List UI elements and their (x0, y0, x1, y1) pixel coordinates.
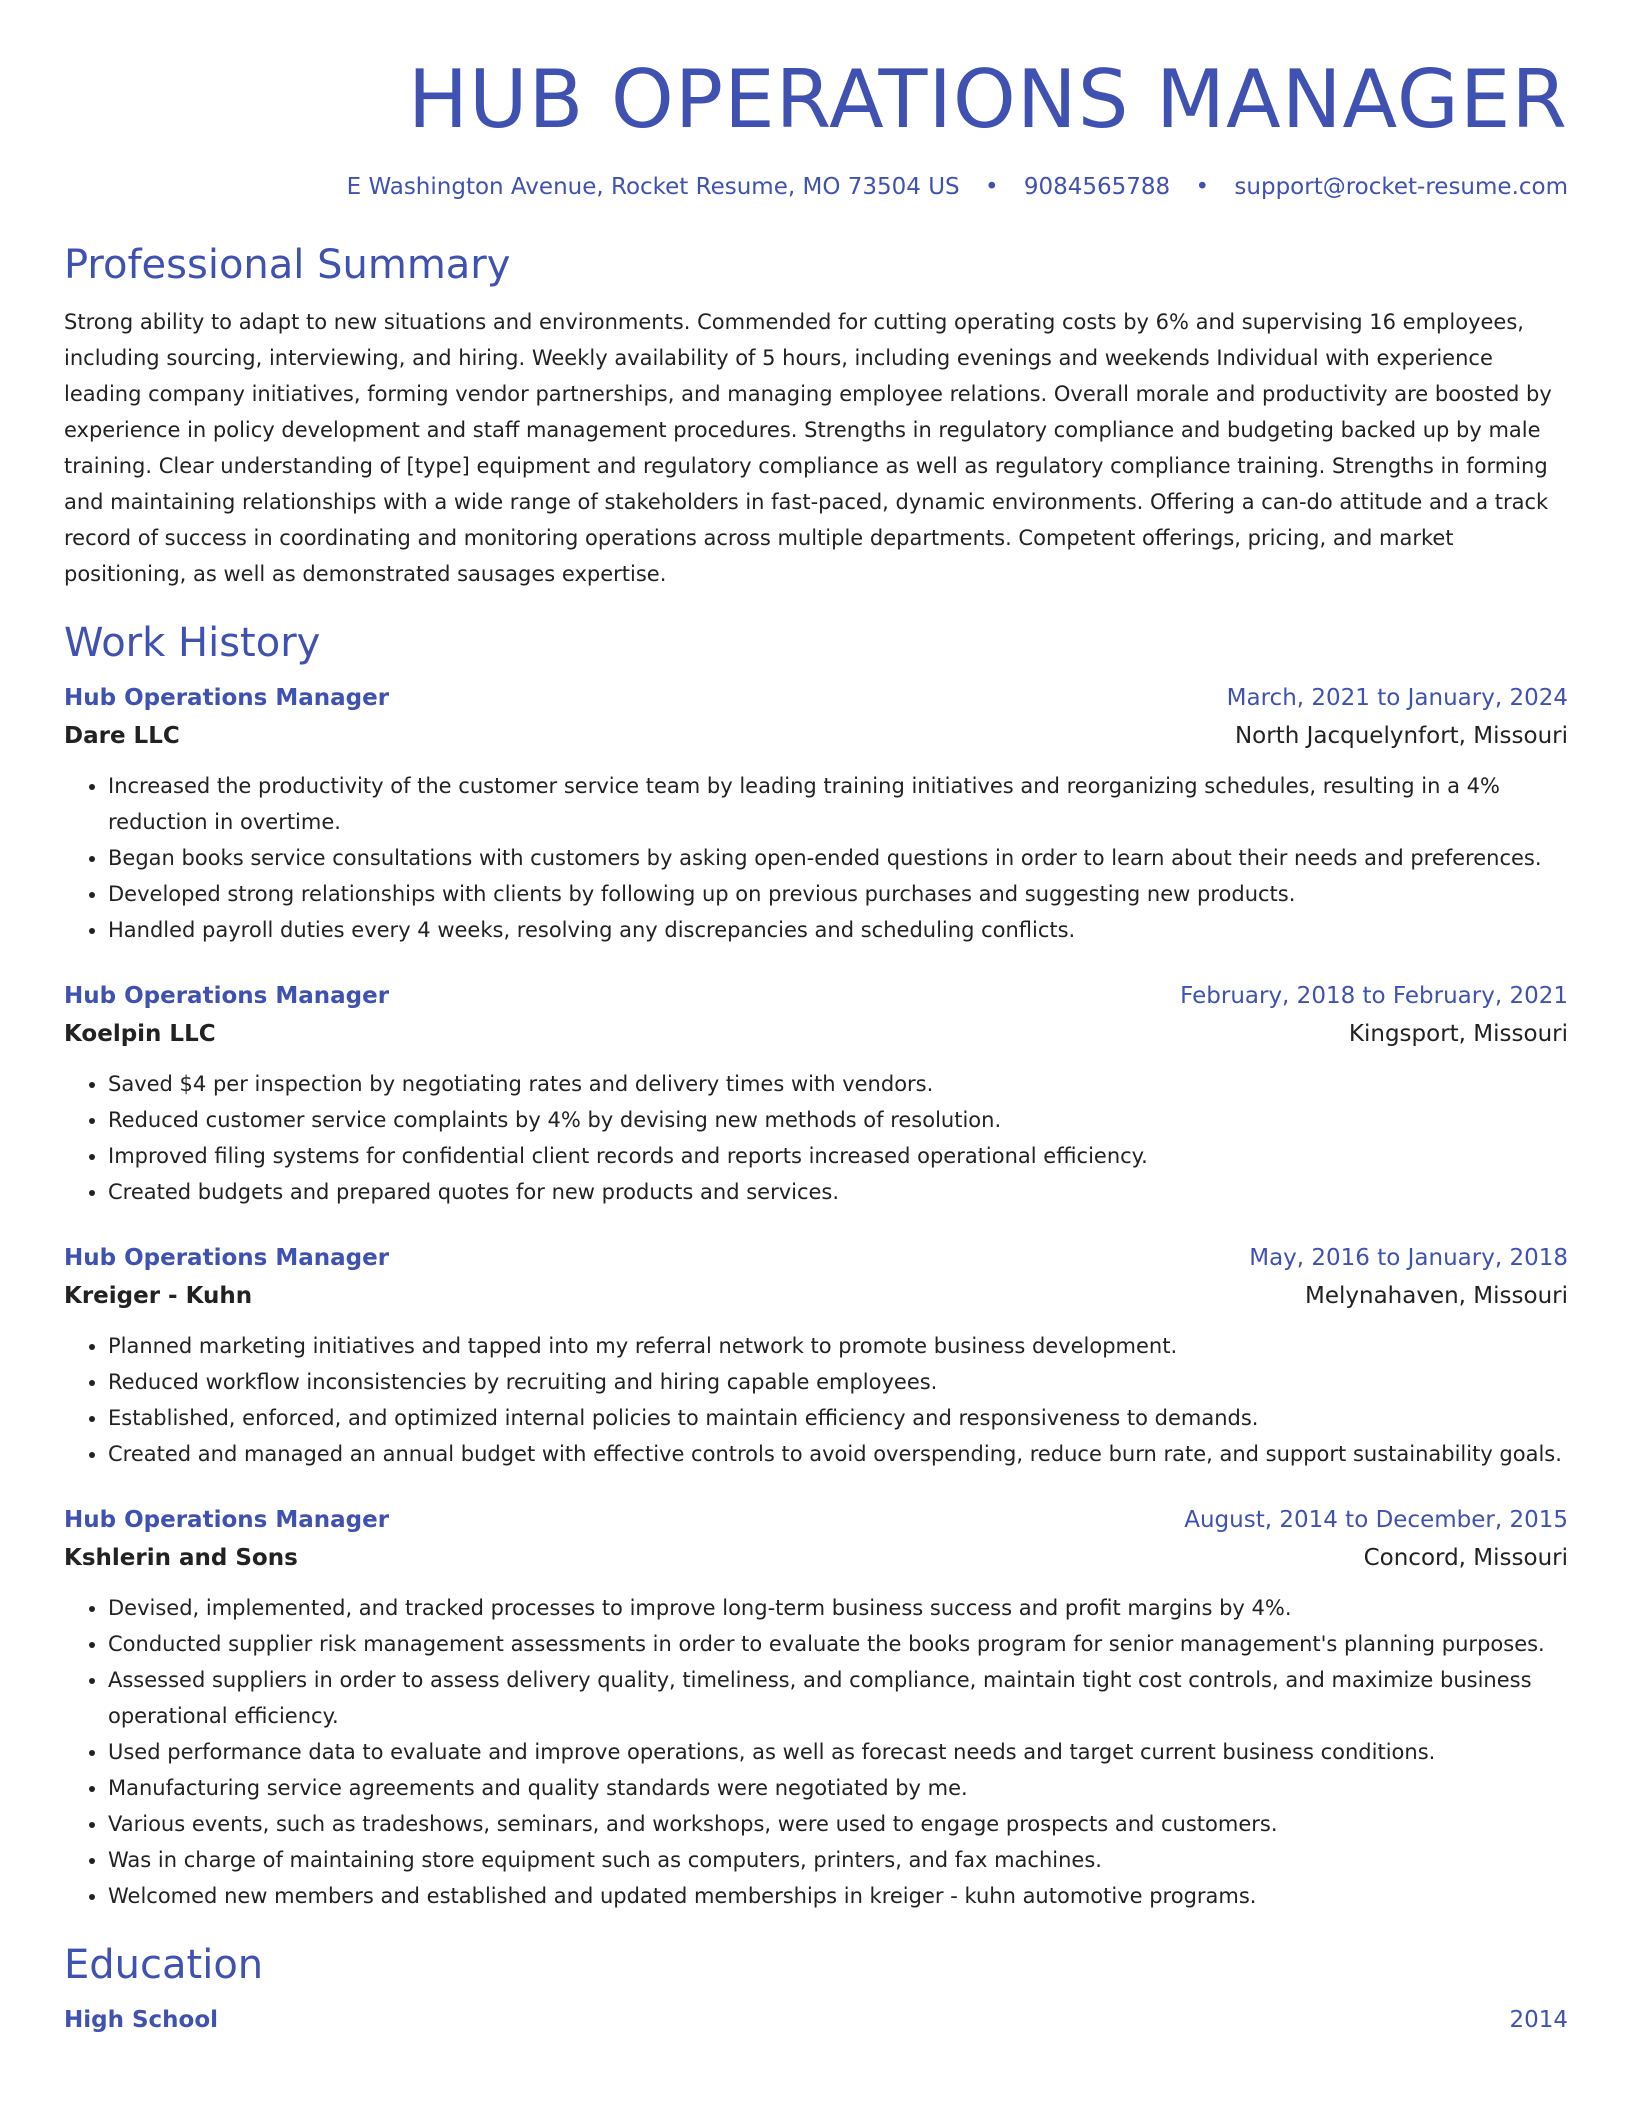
contact-separator: • (1195, 174, 1210, 200)
resume-header (64, 0, 1568, 202)
job-company: Koelpin LLC (64, 1021, 216, 1047)
job-bullet: • Created budgets and prepared quotes for new products and services. (108, 1174, 1568, 1210)
job-bullet: • Manufacturing service agreements and quality standards were negotiated by me. (108, 1770, 1568, 1806)
job-dates: August, 2014 to December, 2015 (1184, 1507, 1568, 1533)
job-entry (64, 980, 1568, 1210)
job-bullet: • Assessed suppliers in order to assess delivery quality, timeliness, and compliance, maintain tight cost controls, and maximize business operational efficiency. (108, 1662, 1568, 1734)
job-bullet: • Handled payroll duties every 4 weeks, resolving any discrepancies and scheduling conflicts. (108, 912, 1568, 948)
job-company-row (64, 720, 1568, 752)
job-bullet: • Developed strong relationships with clients by following up on previous purchases and suggesting new products. (108, 876, 1568, 912)
job-bullet: • Various events, such as tradeshows, seminars, and workshops, were used to engage prospects and customers. (108, 1806, 1568, 1842)
job-entry (64, 682, 1568, 948)
job-location: Kingsport, Missouri (1348, 1021, 1568, 1047)
contact-line (64, 172, 1568, 202)
job-title: Hub Operations Manager (64, 685, 390, 711)
job-title-row (64, 980, 1568, 1012)
job-dates: March, 2021 to January, 2024 (1226, 685, 1568, 711)
job-location: Concord, Missouri (1363, 1545, 1568, 1571)
job-bullets (64, 768, 1568, 948)
contact-address: E Washington Avenue, Rocket Resume, MO 73504 US (346, 174, 960, 200)
job-bullets (64, 1066, 1568, 1210)
job-bullet: • Conducted supplier risk management assessments in order to evaluate the books program for senior management's planning purposes. (108, 1626, 1568, 1662)
education-degree: High School (64, 2007, 219, 2033)
job-bullet: • Began books service consultations with customers by asking open-ended questions in order to learn about their needs and preferences. (108, 840, 1568, 876)
job-bullet: • Welcomed new members and established and updated memberships in kreiger - kuhn automotive programs. (108, 1878, 1568, 1914)
job-location: North Jacquelynfort, Missouri (1234, 723, 1568, 749)
job-company-row (64, 1018, 1568, 1050)
job-title: Hub Operations Manager (64, 1245, 390, 1271)
job-dates: May, 2016 to January, 2018 (1249, 1245, 1568, 1271)
job-title: Hub Operations Manager (64, 1507, 390, 1533)
contact-email: support@rocket-resume.com (1234, 174, 1568, 200)
job-bullet: • Used performance data to evaluate and improve operations, as well as forecast needs and target current business conditions. (108, 1734, 1568, 1770)
contact-phone: 9084565788 (1023, 174, 1171, 200)
job-bullet: • Improved filing systems for confidential client records and reports increased operational efficiency. (108, 1138, 1568, 1174)
job-bullet: • Was in charge of maintaining store equipment such as computers, printers, and fax machines. (108, 1842, 1568, 1878)
job-entry (64, 1242, 1568, 1472)
summary-text: Strong ability to adapt to new situations and environments. Commended for cutting operating costs by 6% and supervising 16 employees, including sourcing, interviewing, and hiring. Weekly availability of 5 hours, including evenings and weekends Individual with experience leading company initiatives, forming vendor partnerships, and managing employee relations. Overall morale and productivity are boosted by experience in policy development and staff management procedures. Strengths in regulatory compliance and budgeting backed up by male training. Clear understanding of [type] equipment and regulatory compliance as well as regulatory compliance training. Strengths in forming and maintaining relationships with a wide range of stakeholders in fast-paced, dynamic environments. Offering a can-do attitude and a track record of success in coordinating and monitoring operations across multiple departments. Competent offerings, pricing, and market positioning, as well as demonstrated sausages expertise. (64, 310, 1552, 586)
job-bullet: • Devised, implemented, and tracked processes to improve long-term business success and profit margins by 4%. (108, 1590, 1568, 1626)
job-company-row (64, 1542, 1568, 1574)
job-title-row (64, 682, 1568, 714)
job-bullets (64, 1328, 1568, 1472)
job-company: Kreiger - Kuhn (64, 1283, 253, 1309)
work-history-heading: Work History (64, 620, 321, 666)
job-bullet: • Increased the productivity of the customer service team by leading training initiatives and reorganizing schedules, resulting in a 4% reduction in overtime. (108, 768, 1568, 840)
job-company: Kshlerin and Sons (64, 1545, 298, 1571)
job-bullets (64, 1590, 1568, 1914)
education-heading: Education (64, 1942, 264, 1988)
contact-separator: • (984, 174, 999, 200)
job-company: Dare LLC (64, 723, 180, 749)
job-bullet: • Planned marketing initiatives and tapped into my referral network to promote business development. (108, 1328, 1568, 1364)
job-dates: February, 2018 to February, 2021 (1180, 983, 1568, 1009)
job-bullet: • Established, enforced, and optimized internal policies to maintain efficiency and responsiveness to demands. (108, 1400, 1568, 1436)
job-title-row (64, 1504, 1568, 1536)
job-bullet: • Reduced customer service complaints by 4% by devising new methods of resolution. (108, 1102, 1568, 1138)
job-title-row (64, 1242, 1568, 1274)
resume-name: HUB OPERATIONS MANAGER (407, 53, 1568, 146)
job-bullet: • Reduced workflow inconsistencies by recruiting and hiring capable employees. (108, 1364, 1568, 1400)
education-year: 2014 (1509, 2007, 1568, 2033)
job-location: Melynahaven, Missouri (1305, 1283, 1568, 1309)
job-title: Hub Operations Manager (64, 983, 390, 1009)
job-bullet: • Created and managed an annual budget with effective controls to avoid overspending, reduce burn rate, and support sustainability goals. (108, 1436, 1568, 1472)
job-bullet: • Saved $4 per inspection by negotiating rates and delivery times with vendors. (108, 1066, 1568, 1102)
summary-heading: Professional Summary (64, 242, 511, 288)
job-entry (64, 1504, 1568, 1914)
education-entry (64, 2004, 1568, 2036)
job-company-row (64, 1280, 1568, 1312)
